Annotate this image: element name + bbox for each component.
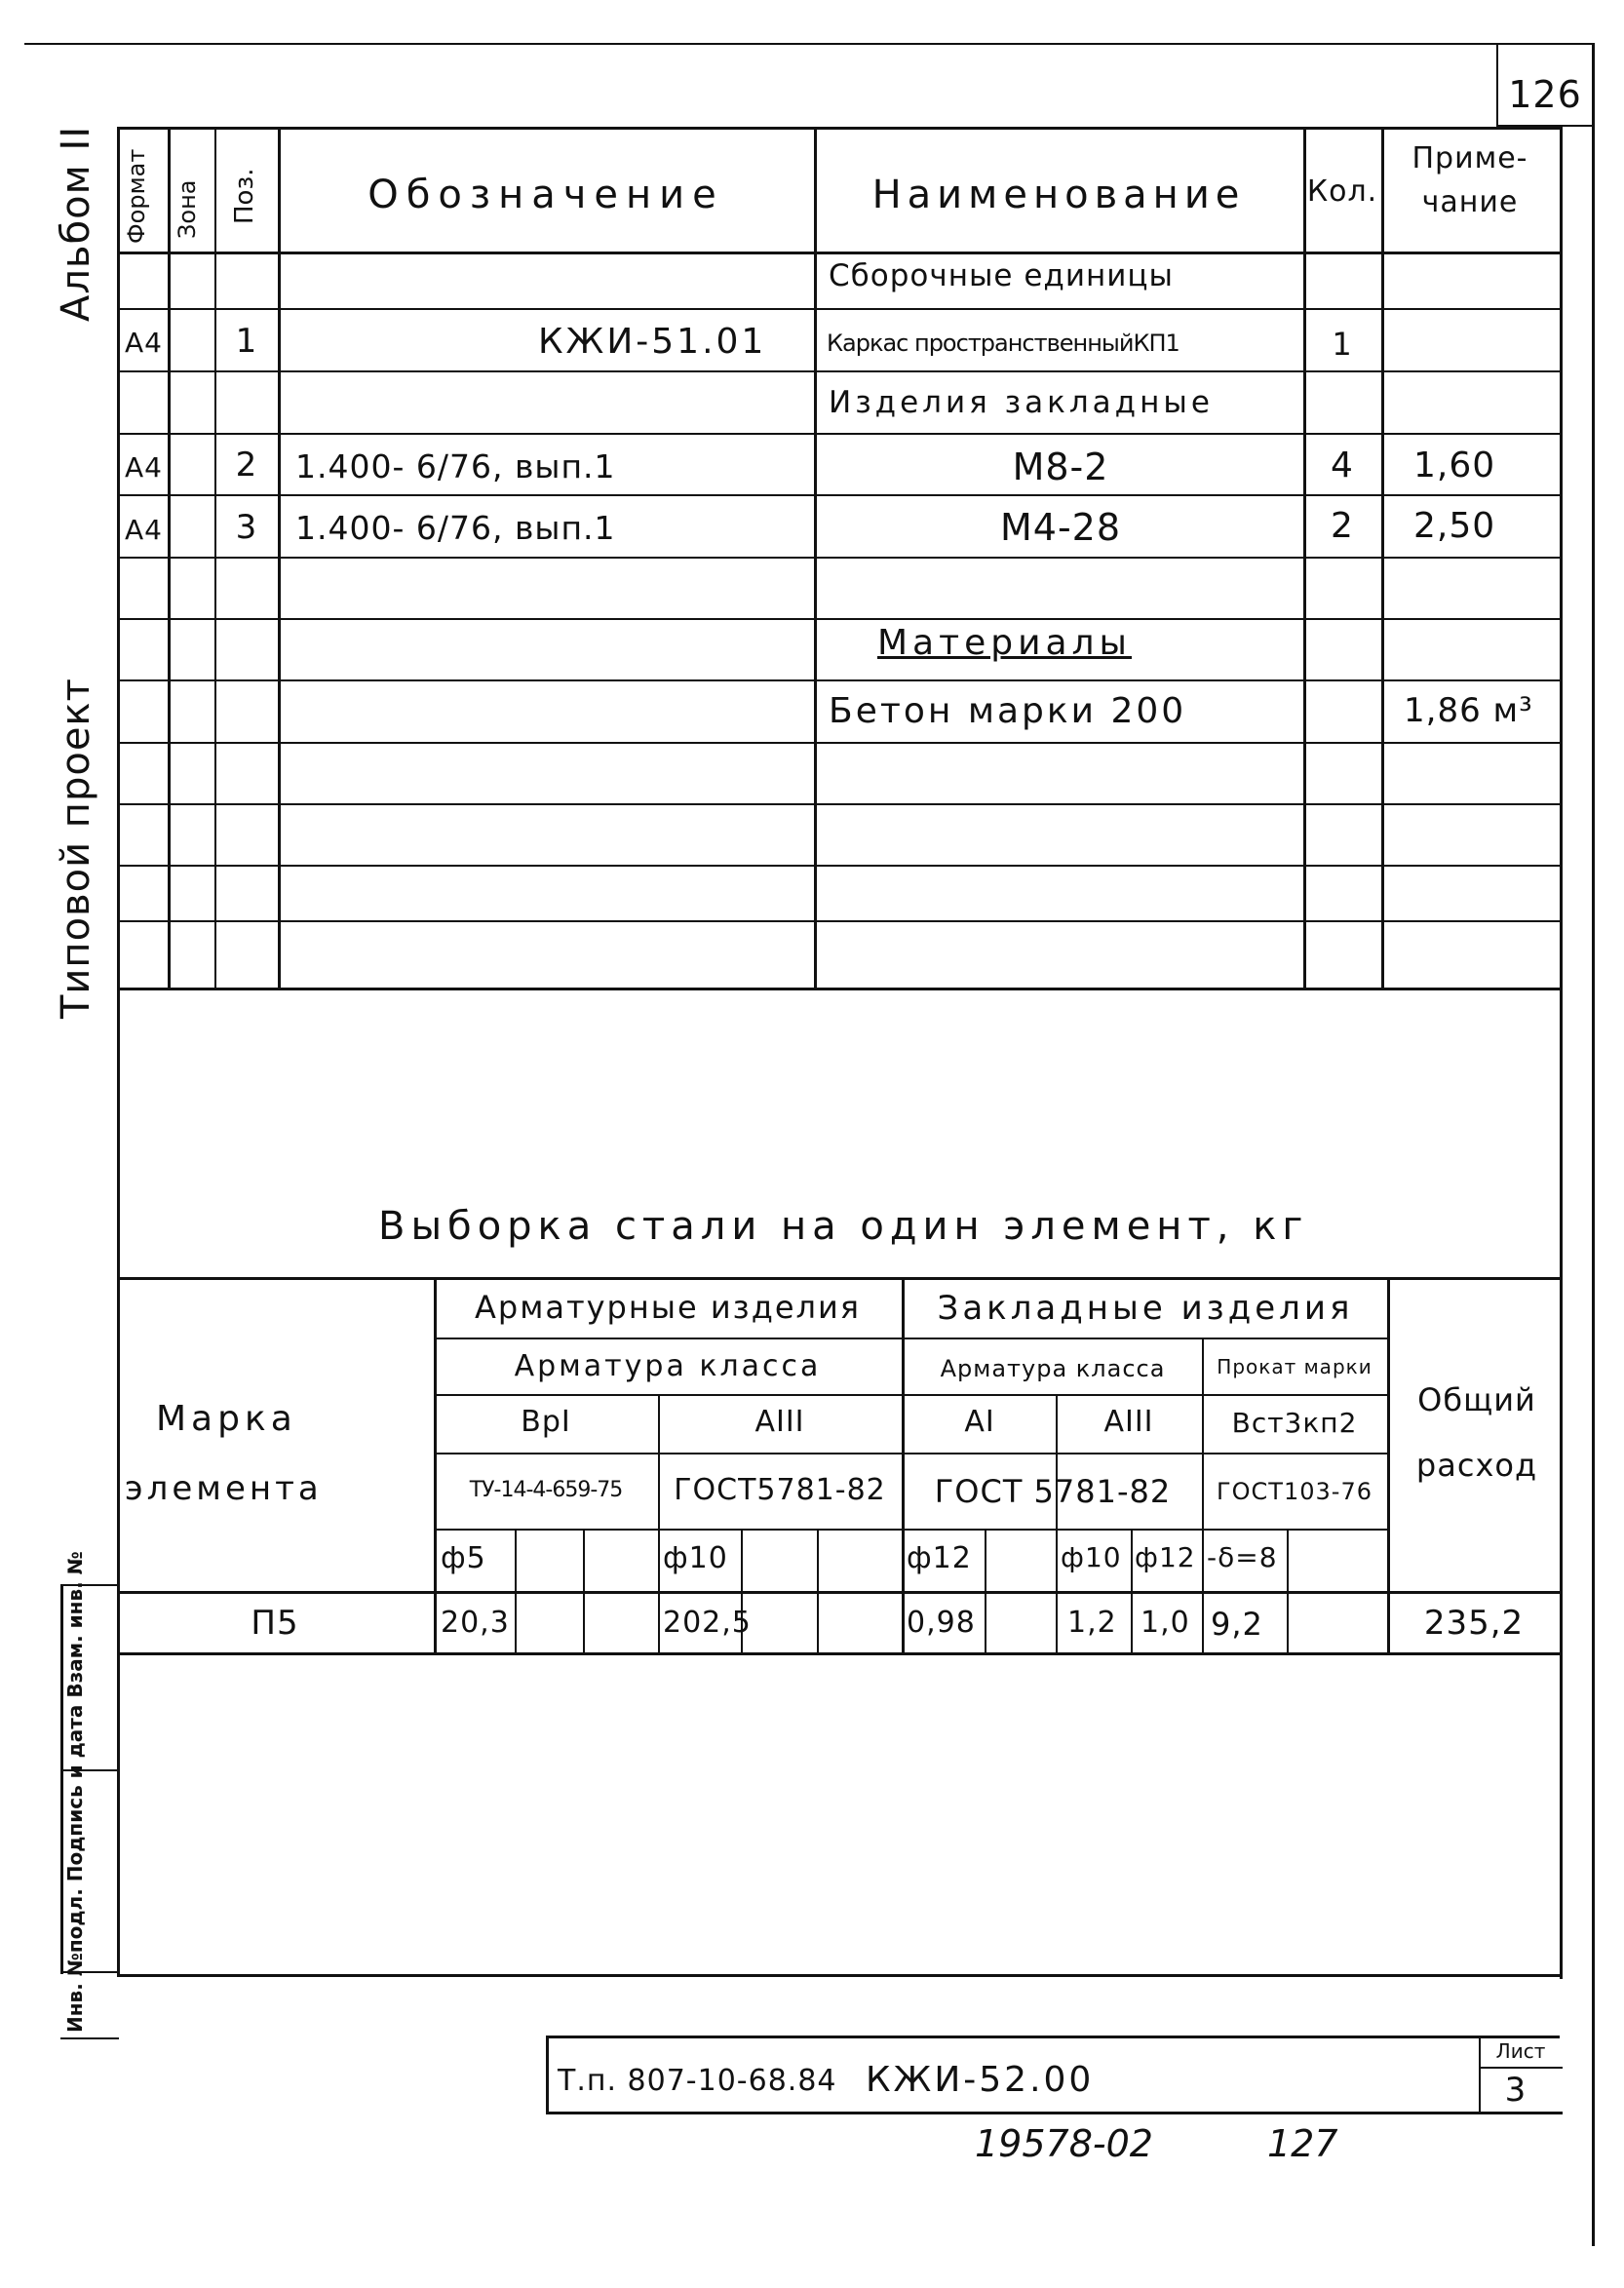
- strip: -δ=8: [1207, 1541, 1278, 1573]
- row2-format: А4: [125, 327, 163, 359]
- row2-qty: 1: [1332, 326, 1353, 363]
- dia-12b: ф12: [1135, 1541, 1196, 1573]
- val-d5: 20,3: [441, 1606, 510, 1640]
- project-label: Типовой проект: [54, 678, 98, 1019]
- stamp-doc: КЖИ-52.00: [866, 2060, 1095, 2100]
- frame-bottom: [117, 1974, 1563, 1977]
- row5-name: М4-28: [999, 506, 1122, 549]
- header-format: Формат: [123, 148, 150, 244]
- rolled-mark: Прокат марки: [1217, 1355, 1373, 1378]
- row1-name: Сборочные единицы: [829, 258, 1175, 293]
- row4-pos: 2: [235, 446, 258, 485]
- row4-format: А4: [125, 451, 163, 484]
- header-name: Наименование: [871, 173, 1246, 217]
- armature-class-1: Арматура класса: [514, 1349, 822, 1383]
- row5-pos: 3: [235, 508, 258, 547]
- row7-name: Материалы: [877, 623, 1132, 663]
- footer-number-2: 127: [1267, 2122, 1338, 2165]
- class-vst: Вст3кп2: [1231, 1407, 1358, 1439]
- album-label: Альбом II: [54, 125, 98, 322]
- dia-5: ф5: [441, 1541, 486, 1575]
- dia-12: ф12: [907, 1541, 972, 1575]
- header-zone: Зона: [174, 179, 201, 239]
- row5-designation: 1.400- 6/76, вып.1: [295, 509, 616, 547]
- val-d10a: 202,5: [663, 1606, 752, 1640]
- mark-header-2: элемента: [125, 1469, 323, 1508]
- row2-pos: 1: [235, 322, 258, 361]
- row4-note: 1,60: [1413, 446, 1496, 485]
- header-designation: Обозначение: [367, 173, 724, 217]
- frame-right: [1592, 43, 1595, 2246]
- val-d12: 0,98: [907, 1606, 976, 1640]
- row5-qty: 2: [1331, 506, 1354, 546]
- page-box-left: [1496, 43, 1498, 127]
- total-header-1: Общий: [1417, 1381, 1536, 1418]
- row8-note: 1,86 м³: [1404, 691, 1533, 730]
- row5-note: 2,50: [1413, 506, 1496, 546]
- sheet-number: 3: [1504, 2071, 1527, 2110]
- sheet-label: Лист: [1495, 2039, 1546, 2063]
- class-a3-1: АIII: [754, 1405, 805, 1439]
- std-3: ГОСТ 5781-82: [934, 1473, 1172, 1510]
- footer-number-1: 19578-02: [975, 2122, 1153, 2165]
- class-a3-2: АIII: [1103, 1405, 1154, 1439]
- std-2: ГОСТ5781-82: [674, 1473, 886, 1507]
- row4-name: М8-2: [1012, 446, 1109, 488]
- header-pos: Поз.: [230, 168, 259, 224]
- total-header-2: расход: [1415, 1447, 1538, 1484]
- row8-name: Бетон марки 200: [829, 691, 1187, 731]
- steel-title: Выборка стали на один элемент, кг: [378, 1204, 1309, 1249]
- dia-10b: ф10: [1061, 1541, 1122, 1573]
- row5-format: А4: [125, 514, 163, 546]
- dia-10a: ф10: [663, 1541, 728, 1575]
- armature-class-2: Арматура класса: [940, 1355, 1166, 1382]
- row3-name: Изделия закладные: [829, 385, 1214, 420]
- row-mark: П5: [251, 1604, 299, 1643]
- val-d10b: 1,2: [1067, 1606, 1117, 1640]
- left-stamp-text: Инв. №подл. Подпись и дата Взам. инв. №: [63, 1551, 87, 2033]
- row2-name: Каркас пространственныйКП1: [827, 330, 1179, 357]
- frame-top: [24, 43, 1594, 45]
- val-strip: 9,2: [1211, 1606, 1263, 1643]
- header-note: Приме-чание: [1411, 141, 1528, 219]
- row4-qty: 4: [1331, 446, 1354, 485]
- page-number: 126: [1508, 73, 1582, 116]
- stamp-code: Т.п. 807-10-68.84: [558, 2064, 837, 2098]
- embedded-items-header: Закладные изделия: [937, 1289, 1354, 1328]
- val-total: 235,2: [1423, 1604, 1525, 1643]
- class-bp1: ВрI: [521, 1405, 571, 1439]
- frame-inner-right: [1560, 127, 1563, 1979]
- val-d12b: 1,0: [1141, 1606, 1190, 1640]
- row4-designation: 1.400- 6/76, вып.1: [295, 447, 616, 485]
- class-a1: АI: [964, 1405, 995, 1439]
- row2-designation: КЖИ-51.01: [538, 322, 767, 362]
- std-1: ТУ-14-4-659-75: [469, 1478, 623, 1502]
- armature-items-header: Арматурные изделия: [474, 1289, 862, 1326]
- mark-header-1: Марка: [156, 1399, 297, 1439]
- std-4: ГОСТ103-76: [1217, 1478, 1373, 1505]
- header-qty: Кол.: [1306, 175, 1378, 209]
- frame-left: [117, 127, 120, 1974]
